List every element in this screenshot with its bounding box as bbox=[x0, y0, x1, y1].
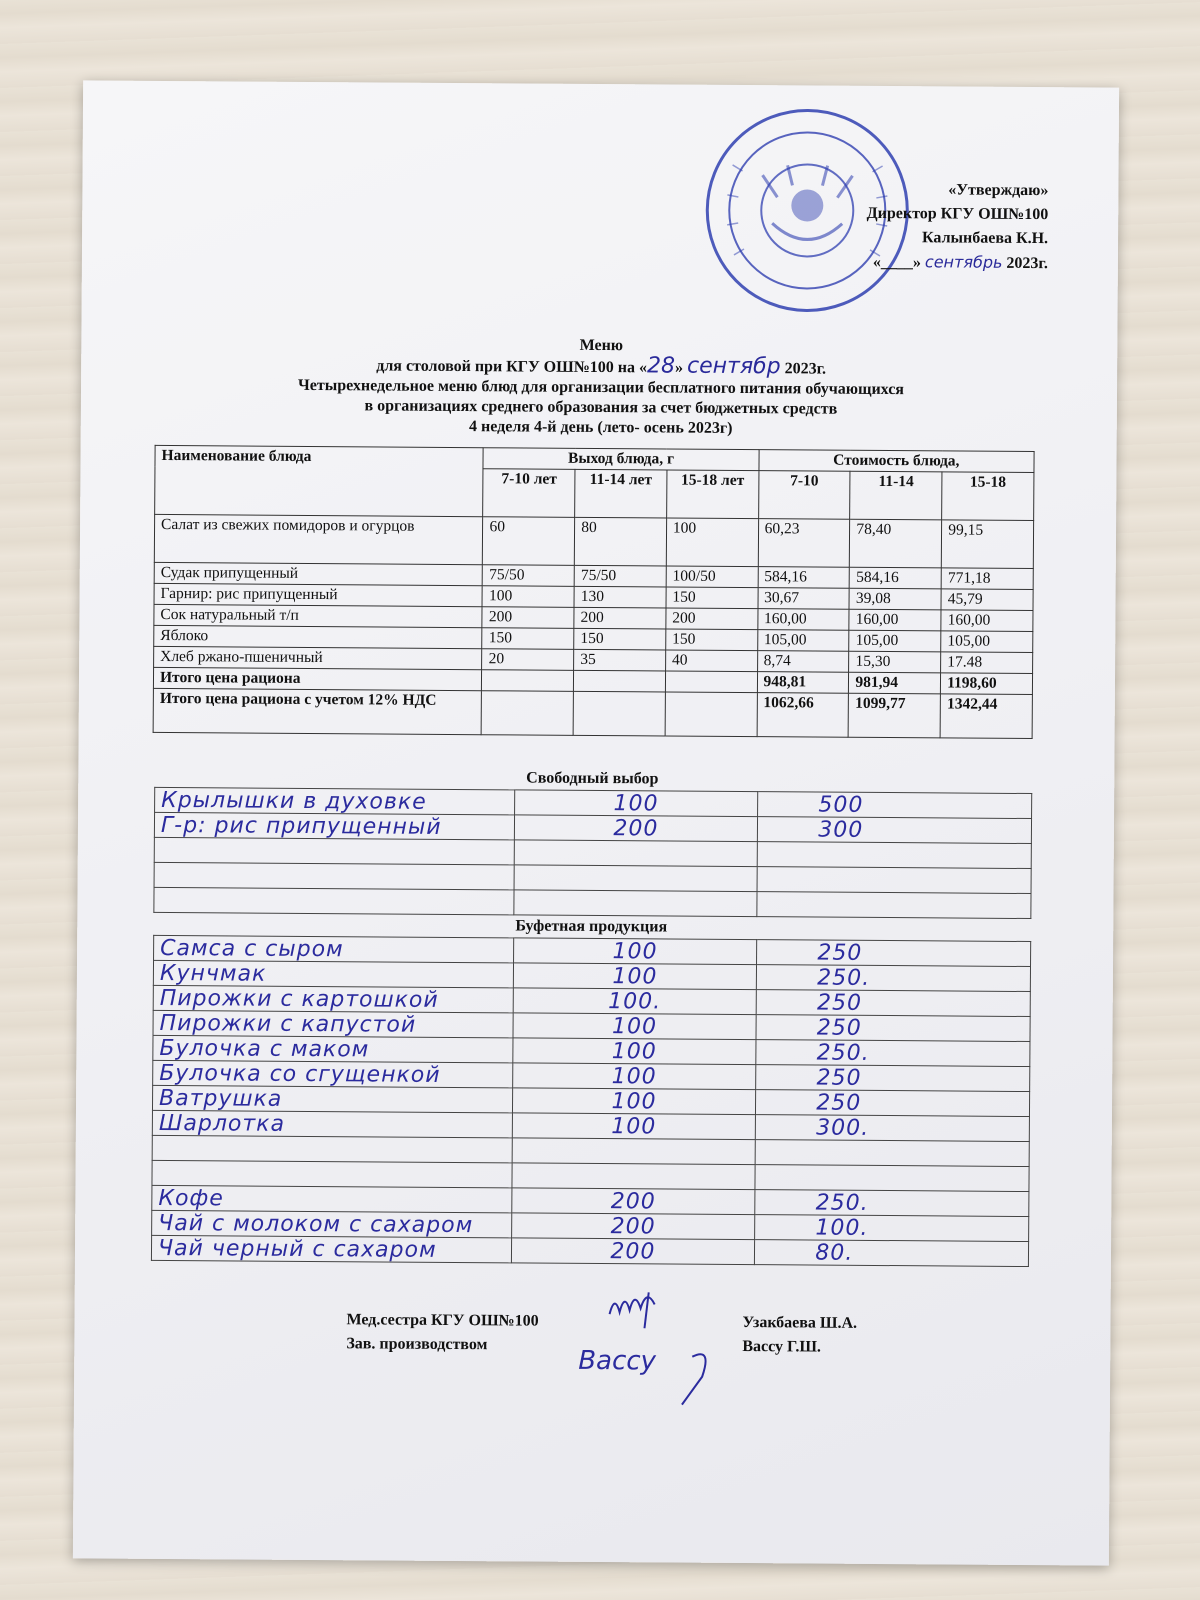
dish-output: 60 bbox=[483, 517, 575, 566]
dish-cost: 45,79 bbox=[941, 589, 1033, 611]
header-dish-name: Наименование блюда bbox=[155, 445, 484, 516]
approval-block bbox=[788, 177, 1049, 276]
dish-output: 200 bbox=[482, 607, 574, 629]
buffet-item-name: Булочка со сгущенкой bbox=[153, 1060, 513, 1088]
menu-table bbox=[153, 445, 1035, 739]
total-vat-cost: 1062,66 bbox=[757, 693, 849, 738]
manager-name: Вассу Г.Ш. bbox=[742, 1338, 822, 1356]
nurse-name: Узакбаева Ш.А. bbox=[742, 1314, 858, 1332]
menu-description-line2: в организациях среднего образования за счет бюджетных средств bbox=[364, 397, 838, 418]
dish-cost: 105,00 bbox=[849, 630, 941, 652]
approval-director-name: Калынбаева К.Н. bbox=[922, 229, 1049, 248]
dish-output: 100 bbox=[482, 586, 574, 608]
dish-name: Судак припущенный bbox=[154, 562, 483, 585]
buffet-item-weight: 100 bbox=[513, 1013, 757, 1040]
buffet-item-price: 80. bbox=[755, 1240, 1029, 1267]
dish-cost: 160,00 bbox=[941, 610, 1033, 632]
buffet-item-name: Булочка с маком bbox=[153, 1035, 513, 1063]
buffet-item-name: Пирожки с картошкой bbox=[153, 985, 513, 1013]
dish-output: 100/50 bbox=[666, 566, 758, 588]
buffet-item-name: Самса с сыром bbox=[154, 935, 514, 963]
buffet-item-price: 250. bbox=[757, 965, 1031, 992]
dish-cost: 30,67 bbox=[758, 588, 850, 610]
approval-date: «____» сентябрь 2023г. bbox=[872, 252, 1048, 273]
total-vat-cost: 1342,44 bbox=[940, 694, 1032, 739]
dish-output: 200 bbox=[574, 607, 666, 629]
dish-output: 150 bbox=[482, 628, 574, 650]
buffet-item-name: Кунчмак bbox=[153, 960, 513, 988]
buffet-item-weight: 100 bbox=[513, 963, 757, 990]
free-item-price: 500 bbox=[758, 792, 1032, 819]
header-output-age: 7-10 лет bbox=[483, 469, 575, 518]
total-vat-row bbox=[153, 688, 1032, 738]
dish-output: 20 bbox=[482, 649, 574, 671]
dish-output: 35 bbox=[574, 649, 666, 671]
header-cost-age: 15-18 bbox=[942, 472, 1034, 521]
buffet-item-price: 300. bbox=[756, 1115, 1030, 1142]
buffet-item-weight: 100 bbox=[512, 1063, 756, 1090]
header-cost-age: 11-14 bbox=[850, 471, 942, 520]
buffet-title: Буфетная продукция bbox=[515, 917, 668, 936]
menu-subtitle-date: для столовой при КГУ ОШ№100 на «28» сентябр 2023г. bbox=[376, 353, 827, 380]
free-item-name: Крылышки в духовке bbox=[155, 787, 515, 815]
free-item-price: 300 bbox=[758, 817, 1032, 844]
free-choice-table bbox=[153, 787, 1032, 919]
nurse-signature-scribble bbox=[604, 1284, 664, 1328]
buffet-item-price: 250 bbox=[757, 940, 1031, 967]
buffet-item-weight: 100 bbox=[512, 1088, 756, 1115]
buffet-item-name: Чай с молоком с сахаром bbox=[152, 1210, 512, 1238]
approval-title: «Утверждаю» bbox=[948, 181, 1049, 200]
dish-cost: 105,00 bbox=[941, 631, 1033, 653]
buffet-item-weight: 100. bbox=[513, 988, 757, 1015]
approval-position: Директор КГУ ОШ№100 bbox=[866, 204, 1049, 224]
buffet-item-price: 250 bbox=[756, 990, 1030, 1017]
dish-output: 150 bbox=[574, 628, 666, 650]
table-row bbox=[151, 1235, 1028, 1266]
dish-output: 150 bbox=[666, 629, 758, 651]
manager-role: Зав. производством bbox=[346, 1335, 488, 1354]
dish-output: 40 bbox=[665, 650, 757, 672]
manager-signature-handwritten: Вассу bbox=[578, 1345, 657, 1377]
dish-output: 75/50 bbox=[483, 565, 575, 587]
dish-name: Сок натуральный т/п bbox=[154, 604, 483, 627]
dish-cost: 771,18 bbox=[941, 568, 1033, 590]
dish-cost: 17.48 bbox=[941, 652, 1033, 674]
buffet-item-price: 100. bbox=[755, 1215, 1029, 1242]
dish-cost: 99,15 bbox=[941, 520, 1033, 569]
buffet-item-weight: 100 bbox=[513, 938, 757, 965]
document-sheet bbox=[73, 80, 1119, 1565]
buffet-table bbox=[151, 935, 1031, 1267]
total-cost: 981,94 bbox=[849, 672, 941, 694]
buffet-item-name: Ватрушка bbox=[152, 1085, 512, 1113]
table-row bbox=[154, 887, 1031, 918]
buffet-item-name: Чай черный с сахаром bbox=[151, 1235, 511, 1263]
dish-cost: 60,23 bbox=[758, 519, 850, 568]
dish-name: Хлеб ржано-пшеничный bbox=[154, 646, 483, 669]
dish-output: 80 bbox=[574, 517, 666, 566]
buffet-item-weight: 100 bbox=[512, 1113, 756, 1140]
header-cost-age: 7-10 bbox=[758, 471, 850, 520]
menu-title-block bbox=[141, 333, 1062, 441]
menu-description-line1: Четырехнедельное меню блюд для организации бесплатного питания обучающихся bbox=[298, 376, 905, 399]
buffet-item-weight: 100 bbox=[512, 1038, 756, 1065]
dish-cost: 105,00 bbox=[757, 630, 849, 652]
buffet-item-name: Пирожки с капустой bbox=[153, 1010, 513, 1038]
table-row bbox=[154, 514, 1033, 568]
total-label: Итого цена рациона bbox=[153, 667, 482, 690]
total-vat-label: Итого цена рациона с учетом 12% НДС bbox=[153, 688, 482, 734]
header-cost: Стоимость блюда, bbox=[759, 450, 1035, 473]
free-item-name: Г-р: рис припущенный bbox=[154, 812, 514, 840]
buffet-item-price: 250 bbox=[756, 1065, 1030, 1092]
buffet-item-price: 250 bbox=[756, 1015, 1030, 1042]
menu-title: Меню bbox=[579, 336, 624, 355]
buffet-item-price: 250. bbox=[756, 1040, 1030, 1067]
header-output-age: 11-14 лет bbox=[575, 469, 667, 518]
dish-cost: 160,00 bbox=[757, 609, 849, 631]
buffet-item-weight: 200 bbox=[511, 1238, 755, 1265]
dish-cost: 160,00 bbox=[849, 609, 941, 631]
menu-week-day: 4 неделя 4-й день (лето- осень 2023г) bbox=[468, 418, 733, 437]
nurse-role: Мед.сестра КГУ ОШ№100 bbox=[346, 1311, 539, 1330]
header-output: Выход блюда, г bbox=[483, 448, 758, 471]
total-vat-cost: 1099,77 bbox=[848, 693, 940, 738]
buffet-item-price: 250 bbox=[756, 1090, 1030, 1117]
buffet-item-name: Шарлотка bbox=[152, 1110, 512, 1138]
free-item-weight: 200 bbox=[514, 815, 758, 842]
header-output-age: 15-18 лет bbox=[666, 470, 758, 519]
dish-output: 200 bbox=[666, 608, 758, 630]
dish-cost: 39,08 bbox=[849, 588, 941, 610]
dish-output: 75/50 bbox=[574, 565, 666, 587]
dish-cost: 8,74 bbox=[757, 651, 849, 673]
dish-name: Салат из свежих помидоров и огурцов bbox=[154, 514, 483, 564]
dish-cost: 78,40 bbox=[850, 519, 942, 568]
dish-output: 130 bbox=[574, 586, 666, 608]
dish-cost: 15,30 bbox=[849, 651, 941, 673]
free-choice-title: Свободный выбор bbox=[526, 769, 659, 788]
manager-signature-stroke bbox=[572, 1336, 722, 1407]
buffet-item-price: 250. bbox=[755, 1190, 1029, 1217]
total-cost: 948,81 bbox=[757, 672, 849, 694]
buffet-item-name: Кофе bbox=[152, 1185, 512, 1213]
dish-cost: 584,16 bbox=[758, 567, 850, 589]
dish-name: Яблоко bbox=[154, 625, 483, 648]
total-cost: 1198,60 bbox=[941, 673, 1033, 695]
buffet-item-weight: 200 bbox=[511, 1213, 755, 1240]
free-item-weight: 100 bbox=[514, 790, 758, 817]
dish-name: Гарнир: рис припущенный bbox=[154, 583, 483, 606]
buffet-item-weight: 200 bbox=[511, 1188, 755, 1215]
dish-output: 100 bbox=[666, 518, 758, 567]
dish-output: 150 bbox=[666, 587, 758, 609]
dish-cost: 584,16 bbox=[850, 567, 942, 589]
